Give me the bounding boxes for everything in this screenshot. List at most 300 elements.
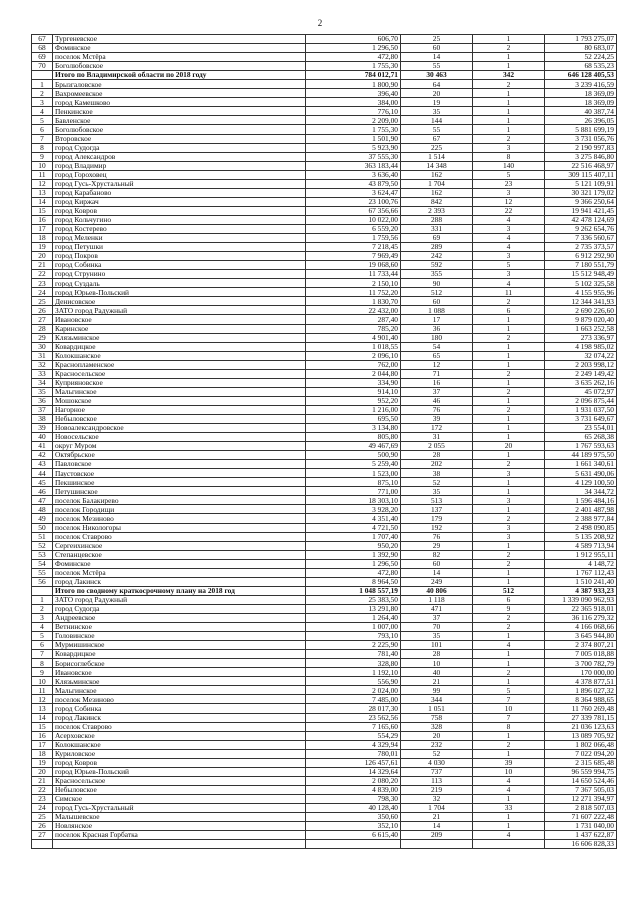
row-number: 20	[32, 252, 53, 261]
amount-value: 11 760 269,48	[545, 704, 617, 713]
municipality-name: город Судогда	[53, 604, 306, 613]
residents-count: 60	[401, 559, 473, 568]
residents-count: 82	[401, 550, 473, 559]
table-row	[32, 433, 617, 442]
municipality-name: город Лакинск	[53, 713, 306, 722]
table-row	[32, 324, 617, 333]
row-number: 2	[32, 89, 53, 98]
houses-count: 8	[473, 722, 545, 731]
amount-value: 309 115 407,11	[545, 170, 617, 179]
municipality-name: Колокшанское	[53, 740, 306, 749]
area-value: 2 024,00	[306, 686, 401, 695]
amount-value: 36 116 279,32	[545, 614, 617, 623]
houses-count: 39	[473, 758, 545, 767]
area-value: 472,80	[306, 53, 401, 62]
table-row	[32, 378, 617, 387]
area-value: 1 830,70	[306, 297, 401, 306]
area-value: 23 562,56	[306, 713, 401, 722]
amount-value: 7 022 094,20	[545, 749, 617, 758]
houses-count: 1	[473, 98, 545, 107]
residents-count: 67	[401, 134, 473, 143]
data-table	[31, 34, 617, 849]
amount-value: 1 661 340,61	[545, 460, 617, 469]
amount-value: 45 072,97	[545, 387, 617, 396]
municipality-name: Фоминское	[53, 44, 306, 53]
row-number: 54	[32, 559, 53, 568]
residents-count: 192	[401, 523, 473, 532]
amount-value: 4 378 877,51	[545, 677, 617, 686]
municipality-name: Мошокское	[53, 396, 306, 405]
amount-value: 23 554,01	[545, 424, 617, 433]
amount-value: 65 268,38	[545, 433, 617, 442]
houses-count: 2	[473, 80, 545, 89]
area-value: 2 080,20	[306, 776, 401, 785]
municipality-name: Мальгинское	[53, 686, 306, 695]
municipality-name: Новоалександровское	[53, 424, 306, 433]
amount-value: 1 767 112,43	[545, 568, 617, 577]
municipality-name: поселок Красная Горбатка	[53, 831, 306, 840]
residents-count: 35	[401, 632, 473, 641]
row-number: 22	[32, 270, 53, 279]
row-number: 23	[32, 794, 53, 803]
residents-count: 355	[401, 270, 473, 279]
amount-value: 2 498 090,85	[545, 523, 617, 532]
amount-value: 22 365 918,01	[545, 604, 617, 613]
row-number: 29	[32, 333, 53, 342]
municipality-name: Бавленское	[53, 116, 306, 125]
row-number: 8	[32, 143, 53, 152]
table-row	[32, 659, 617, 668]
houses-count: 1	[473, 62, 545, 71]
table-row	[32, 704, 617, 713]
area-value: 950,20	[306, 541, 401, 550]
houses-count: 1	[473, 749, 545, 758]
row-number: 19	[32, 243, 53, 252]
residents-count: 737	[401, 767, 473, 776]
municipality-name: Павловское	[53, 460, 306, 469]
area-value: 22 432,00	[306, 306, 401, 315]
municipality-name: город Камешково	[53, 98, 306, 107]
table-row	[32, 496, 617, 505]
table-body	[32, 35, 617, 849]
houses-count: 1	[473, 396, 545, 405]
houses-count: 2	[473, 333, 545, 342]
row-number: 25	[32, 813, 53, 822]
amount-value: 3 635 262,16	[545, 378, 617, 387]
row-number: 48	[32, 505, 53, 514]
row-number: 12	[32, 695, 53, 704]
row-number: 34	[32, 378, 53, 387]
amount-value: 4 155 955,96	[545, 288, 617, 297]
area-value: 785,20	[306, 324, 401, 333]
municipality-name: ЗАТО город Радужный	[53, 306, 306, 315]
row-number: 1	[32, 80, 53, 89]
row-number: 17	[32, 740, 53, 749]
table-row	[32, 442, 617, 451]
houses-count: 1	[473, 324, 545, 333]
residents-count: 46	[401, 396, 473, 405]
amount-value: 1 767 593,63	[545, 442, 617, 451]
table-row	[32, 342, 617, 351]
houses-count: 4	[473, 785, 545, 794]
row-number: 53	[32, 550, 53, 559]
area-value: 396,40	[306, 89, 401, 98]
table-row	[32, 650, 617, 659]
residents-count: 99	[401, 686, 473, 695]
row-number: 70	[32, 62, 53, 71]
residents-count: 512	[401, 288, 473, 297]
table-row	[32, 831, 617, 840]
residents-count: 37	[401, 614, 473, 623]
row-number: 14	[32, 197, 53, 206]
residents-count: 328	[401, 722, 473, 731]
table-row	[32, 387, 617, 396]
municipality-name: Асерховское	[53, 731, 306, 740]
municipality-name: поселок Ставрово	[53, 532, 306, 541]
row-number: 32	[32, 360, 53, 369]
residents-count: 1 514	[401, 152, 473, 161]
residents-count: 32	[401, 794, 473, 803]
houses-count: 4	[473, 234, 545, 243]
residents-count: 180	[401, 333, 473, 342]
area-value: 1 264,40	[306, 614, 401, 623]
municipality-name: Борисоглебское	[53, 659, 306, 668]
amount-value: 22 516 468,97	[545, 161, 617, 170]
municipality-name: город Гусь-Хрустальный	[53, 803, 306, 812]
table-row	[32, 641, 617, 650]
amount-value: 1 802 066,48	[545, 740, 617, 749]
row-number: 50	[32, 523, 53, 532]
residents-count: 14	[401, 822, 473, 831]
area-value: 556,90	[306, 677, 401, 686]
table-row	[32, 695, 617, 704]
residents-count: 55	[401, 125, 473, 134]
municipality-name: Нагорное	[53, 405, 306, 414]
area-value: 781,40	[306, 650, 401, 659]
houses-count: 11	[473, 288, 545, 297]
houses-count: 2	[473, 297, 545, 306]
municipality-name: Вахромеевское	[53, 89, 306, 98]
residents-count: 37	[401, 387, 473, 396]
municipality-name: город Петушки	[53, 243, 306, 252]
residents-count: 2 055	[401, 442, 473, 451]
residents-count: 20	[401, 731, 473, 740]
amount-value: 273 336,97	[545, 333, 617, 342]
amount-value: 2 388 977,84	[545, 514, 617, 523]
row-number: 22	[32, 785, 53, 794]
area-value: 771,00	[306, 487, 401, 496]
municipality-name: Красносельское	[53, 369, 306, 378]
houses-count: 3	[473, 224, 545, 233]
residents-count: 69	[401, 234, 473, 243]
area-value: 1 018,55	[306, 342, 401, 351]
municipality-name: Пенкинское	[53, 107, 306, 116]
table-row	[32, 143, 617, 152]
amount-value: 1 731 040,00	[545, 822, 617, 831]
residents-count: 17	[401, 315, 473, 324]
houses-count: 12	[473, 197, 545, 206]
area-value: 2 044,80	[306, 369, 401, 378]
houses-count: 1	[473, 378, 545, 387]
amount-value: 7 367 505,03	[545, 785, 617, 794]
residents-count: 162	[401, 188, 473, 197]
amount-value: 7 180 551,79	[545, 261, 617, 270]
residents-count: 842	[401, 197, 473, 206]
municipality-name: Второвское	[53, 134, 306, 143]
area-value: 695,50	[306, 414, 401, 423]
table-row	[32, 677, 617, 686]
row-number: 47	[32, 496, 53, 505]
area-value: 776,10	[306, 107, 401, 116]
amount-value: 1 437 622,87	[545, 831, 617, 840]
houses-count: 10	[473, 704, 545, 713]
houses-count: 1	[473, 35, 545, 44]
row-number	[32, 71, 53, 80]
residents-count: 14	[401, 568, 473, 577]
area-value: 126 457,61	[306, 758, 401, 767]
houses-count: 1	[473, 632, 545, 641]
municipality-name: Мурмишинское	[53, 641, 306, 650]
area-value: 875,10	[306, 478, 401, 487]
area-value: 23 100,76	[306, 197, 401, 206]
row-number: 15	[32, 206, 53, 215]
row-number: 18	[32, 234, 53, 243]
houses-count: 2	[473, 514, 545, 523]
table-row	[32, 80, 617, 89]
amount-value: 21 036 123,63	[545, 722, 617, 731]
residents-count: 28	[401, 451, 473, 460]
houses-count: 8	[473, 152, 545, 161]
residents-count: 14	[401, 53, 473, 62]
houses-count: 6	[473, 306, 545, 315]
table-row	[32, 179, 617, 188]
houses-count: 22	[473, 206, 545, 215]
table-row	[32, 568, 617, 577]
area-value: 3 134,80	[306, 424, 401, 433]
residents-count: 179	[401, 514, 473, 523]
municipality-name: город Гороховец	[53, 170, 306, 179]
amount-value: 14 650 524,46	[545, 776, 617, 785]
residents-count: 52	[401, 749, 473, 758]
amount-value: 5 135 208,92	[545, 532, 617, 541]
area-value: 7 218,45	[306, 243, 401, 252]
area-value: 352,10	[306, 822, 401, 831]
area-value: 793,10	[306, 632, 401, 641]
row-number: 7	[32, 134, 53, 143]
table-row	[32, 234, 617, 243]
houses-count: 1	[473, 89, 545, 98]
houses-count: 6	[473, 595, 545, 604]
area-value: 762,00	[306, 360, 401, 369]
area-value: 4 901,40	[306, 333, 401, 342]
row-number: 23	[32, 279, 53, 288]
row-number: 52	[32, 541, 53, 550]
residents-count: 30 463	[401, 71, 473, 80]
row-number: 8	[32, 659, 53, 668]
amount-value: 2 735 373,57	[545, 243, 617, 252]
houses-count: 3	[473, 469, 545, 478]
residents-count: 101	[401, 641, 473, 650]
area-value: 49 467,69	[306, 442, 401, 451]
row-number: 17	[32, 224, 53, 233]
table-row	[32, 514, 617, 523]
area-value: 363 183,44	[306, 161, 401, 170]
table-row	[32, 604, 617, 613]
row-number: 43	[32, 460, 53, 469]
row-number: 7	[32, 650, 53, 659]
table-row	[32, 460, 617, 469]
area-value: 1 192,10	[306, 668, 401, 677]
row-number: 45	[32, 478, 53, 487]
amount-value: 42 478 124,69	[545, 215, 617, 224]
municipality-name: город Ковров	[53, 206, 306, 215]
table-row	[32, 188, 617, 197]
area-value: 805,80	[306, 433, 401, 442]
amount-value: 2 401 487,98	[545, 505, 617, 514]
houses-count: 1	[473, 414, 545, 423]
amount-value: 1 912 955,11	[545, 550, 617, 559]
table-row	[32, 758, 617, 767]
row-number: 19	[32, 758, 53, 767]
amount-value: 4 589 713,94	[545, 541, 617, 550]
table-row	[32, 532, 617, 541]
area-value: 4 839,00	[306, 785, 401, 794]
houses-count: 1	[473, 351, 545, 360]
amount-value: 19 941 421,45	[545, 206, 617, 215]
area-value: 19 068,60	[306, 261, 401, 270]
area-value: 784 012,71	[306, 71, 401, 80]
area-value: 40 128,40	[306, 803, 401, 812]
amount-value: 2 315 685,48	[545, 758, 617, 767]
amount-value: 170 000,00	[545, 668, 617, 677]
amount-value: 6 912 292,90	[545, 252, 617, 261]
houses-count: 1	[473, 53, 545, 62]
municipality-name: город Владимир	[53, 161, 306, 170]
residents-count: 331	[401, 224, 473, 233]
houses-count: 5	[473, 170, 545, 179]
row-number: 30	[32, 342, 53, 351]
municipality-name: Красносельское	[53, 776, 306, 785]
table-row	[32, 35, 617, 44]
municipality-name: город Собинка	[53, 261, 306, 270]
residents-count: 344	[401, 695, 473, 704]
area-value: 287,40	[306, 315, 401, 324]
area-value: 11 733,44	[306, 270, 401, 279]
municipality-name: город Покров	[53, 252, 306, 261]
houses-count: 4	[473, 831, 545, 840]
residents-count: 19	[401, 98, 473, 107]
houses-count: 3	[473, 523, 545, 532]
houses-count: 1	[473, 342, 545, 351]
municipality-name: Новлянское	[53, 822, 306, 831]
table-row	[32, 333, 617, 342]
amount-value: 5 102 325,58	[545, 279, 617, 288]
amount-value: 1 596 484,16	[545, 496, 617, 505]
table-row	[32, 261, 617, 270]
residents-count: 36	[401, 324, 473, 333]
row-number: 26	[32, 306, 53, 315]
municipality-name: город Судогда	[53, 143, 306, 152]
amount-value: 1 663 252,58	[545, 324, 617, 333]
municipality-name: Колокшанское	[53, 351, 306, 360]
houses-count: 2	[473, 668, 545, 677]
area-value: 798,30	[306, 794, 401, 803]
area-value: 914,10	[306, 387, 401, 396]
area-value: 350,60	[306, 813, 401, 822]
municipality-name: Куприяновское	[53, 378, 306, 387]
residents-count: 2 393	[401, 206, 473, 215]
municipality-name: Малышевское	[53, 813, 306, 822]
houses-count: 3	[473, 252, 545, 261]
amount-value: 2 203 998,12	[545, 360, 617, 369]
municipality-name: Новосельское	[53, 433, 306, 442]
table-row	[32, 523, 617, 532]
municipality-name: город Юрьев-Польский	[53, 767, 306, 776]
row-number: 40	[32, 433, 53, 442]
residents-count: 1 051	[401, 704, 473, 713]
table-row	[32, 306, 617, 315]
houses-count: 9	[473, 604, 545, 613]
municipality-name: Каринское	[53, 324, 306, 333]
amount-value: 3 645 944,80	[545, 632, 617, 641]
amount-value: 16 606 828,33	[545, 840, 617, 849]
municipality-name: Ковардицкое	[53, 650, 306, 659]
residents-count: 758	[401, 713, 473, 722]
area-value: 1 392,90	[306, 550, 401, 559]
municipality-name: Брызгаловское	[53, 80, 306, 89]
area-value: 1 216,00	[306, 405, 401, 414]
amount-value: 3 731 649,67	[545, 414, 617, 423]
residents-count: 4 030	[401, 758, 473, 767]
municipality-name: Симское	[53, 794, 306, 803]
row-number: 24	[32, 803, 53, 812]
row-number: 46	[32, 487, 53, 496]
table-row	[32, 369, 617, 378]
table-row	[32, 224, 617, 233]
municipality-name: город Киржач	[53, 197, 306, 206]
amount-value: 18 369,09	[545, 89, 617, 98]
table-row	[32, 279, 617, 288]
table-row	[32, 803, 617, 812]
municipality-name: Андреевское	[53, 614, 306, 623]
residents-count: 202	[401, 460, 473, 469]
row-number: 1	[32, 595, 53, 604]
row-number: 49	[32, 514, 53, 523]
amount-value: 3 731 056,76	[545, 134, 617, 143]
area-value: 3 636,40	[306, 170, 401, 179]
residents-count: 1 704	[401, 179, 473, 188]
houses-count: 3	[473, 532, 545, 541]
row-number: 68	[32, 44, 53, 53]
residents-count: 71	[401, 369, 473, 378]
table-row	[32, 62, 617, 71]
houses-count: 3	[473, 496, 545, 505]
municipality-name: Сергеихинское	[53, 541, 306, 550]
row-number: 3	[32, 98, 53, 107]
amount-value: 5 121 109,91	[545, 179, 617, 188]
area-value: 1 007,00	[306, 623, 401, 632]
amount-value: 7 005 018,88	[545, 650, 617, 659]
area-value: 1 296,50	[306, 559, 401, 568]
area-value: 1 755,30	[306, 62, 401, 71]
municipality-name: округ Муром	[53, 442, 306, 451]
amount-value: 4 387 933,23	[545, 586, 617, 595]
row-number: 9	[32, 152, 53, 161]
municipality-name: поселок Мстёра	[53, 53, 306, 62]
row-number	[32, 840, 53, 849]
area-value: 472,80	[306, 568, 401, 577]
municipality-name: Головинское	[53, 632, 306, 641]
